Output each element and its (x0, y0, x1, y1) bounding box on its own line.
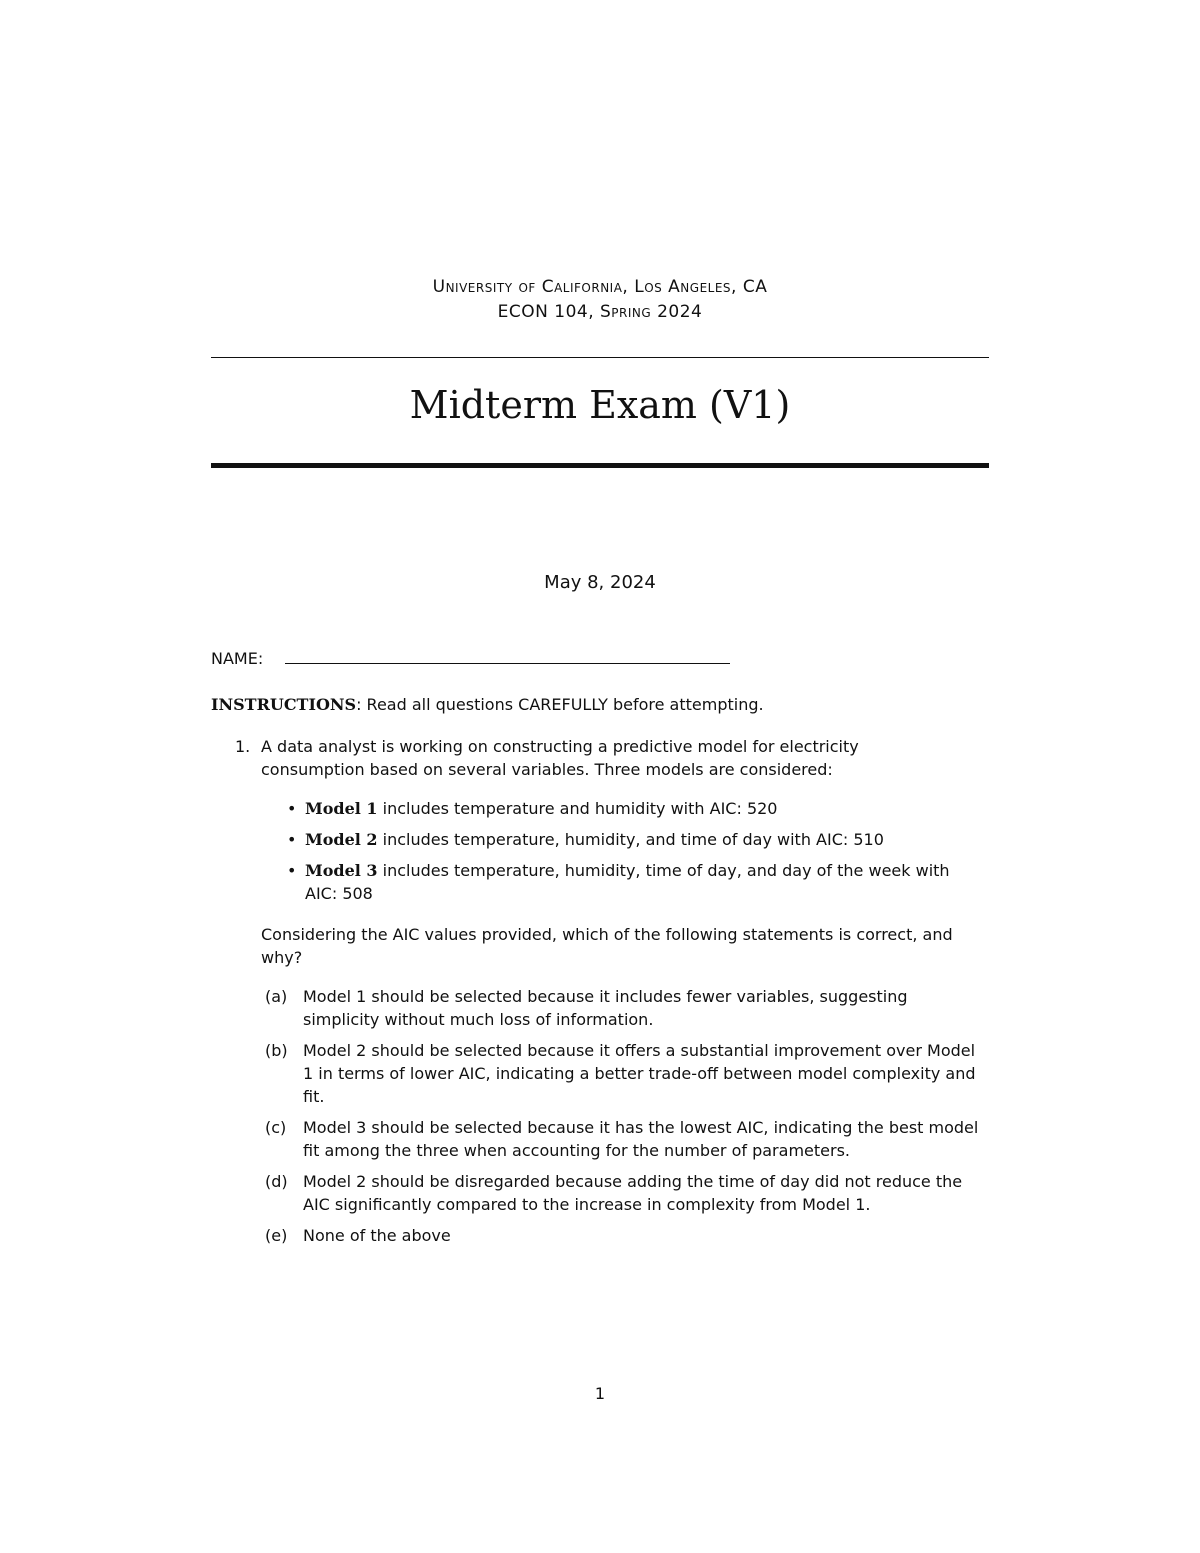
title-bottom-rule (211, 463, 989, 468)
model-name: Model 1 (305, 799, 378, 818)
exam-date: May 8, 2024 (544, 572, 656, 593)
answer-options (261, 985, 981, 1255)
option-text: None of the above (303, 1226, 451, 1245)
model-name: Model 3 (305, 861, 378, 880)
instructions-label: INSTRUCTIONS (211, 695, 357, 714)
option-label: (d) (265, 1172, 288, 1191)
option-label: (a) (265, 987, 288, 1006)
model-description: includes temperature and humidity with AIC: 520 (377, 799, 778, 818)
question-number: 1. (235, 737, 251, 756)
model-list (287, 797, 967, 913)
page-number: 1 (594, 1384, 606, 1403)
bullet-icon: • (287, 830, 297, 849)
option-text: Model 2 should be disregarded because adding the time of day did not reduce the AIC significantly compared to the increase in complexity from Model 1. (303, 1172, 963, 1214)
option-text: Model 3 should be selected because it has the lowest AIC, indicating the best model fit among the three when accounting for the number of parameters. (303, 1118, 979, 1160)
option-label: (b) (265, 1041, 288, 1060)
answer-option-b (261, 1039, 981, 1108)
bullet-icon: • (287, 799, 297, 818)
instructions (211, 693, 991, 716)
model-description: includes temperature, humidity, time of day, and day of the week with AIC: 508 (305, 861, 950, 903)
option-label: (e) (265, 1226, 288, 1245)
title-top-rule (211, 357, 989, 358)
option-label: (c) (265, 1118, 287, 1137)
answer-option-d (261, 1170, 981, 1216)
list-item (287, 859, 967, 905)
model-description: includes temperature, humidity, and time of day with AIC: 510 (377, 830, 884, 849)
answer-option-a (261, 985, 981, 1031)
option-text: Model 1 should be selected because it includes fewer variables, suggesting simplicity without much loss of information. (303, 987, 908, 1029)
course-header: ECON 104, Spring 2024 (497, 302, 703, 322)
institution-header: University of California, Los Angeles, CA (432, 277, 768, 297)
exam-title: Midterm Exam (V1) (409, 383, 791, 427)
bullet-icon: • (287, 861, 297, 880)
question-text: A data analyst is working on constructing a predictive model for electricity consumption based on several variables. Three models are considered: (261, 737, 859, 779)
question-prompt: Considering the AIC values provided, which of the following statements is correct, and why? (261, 925, 953, 967)
answer-option-c (261, 1116, 981, 1162)
instructions-text: : Read all questions CAREFULLY before attempting. (356, 695, 764, 714)
answer-option-e (261, 1224, 981, 1247)
list-item (287, 797, 967, 820)
option-text: Model 2 should be selected because it offers a substantial improvement over Model 1 in terms of lower AIC, indicating a better trade-off between model complexity and fit. (303, 1041, 976, 1106)
name-label: NAME: (211, 649, 264, 668)
list-item (287, 828, 967, 851)
name-field-line (285, 663, 730, 664)
model-name: Model 2 (305, 830, 378, 849)
